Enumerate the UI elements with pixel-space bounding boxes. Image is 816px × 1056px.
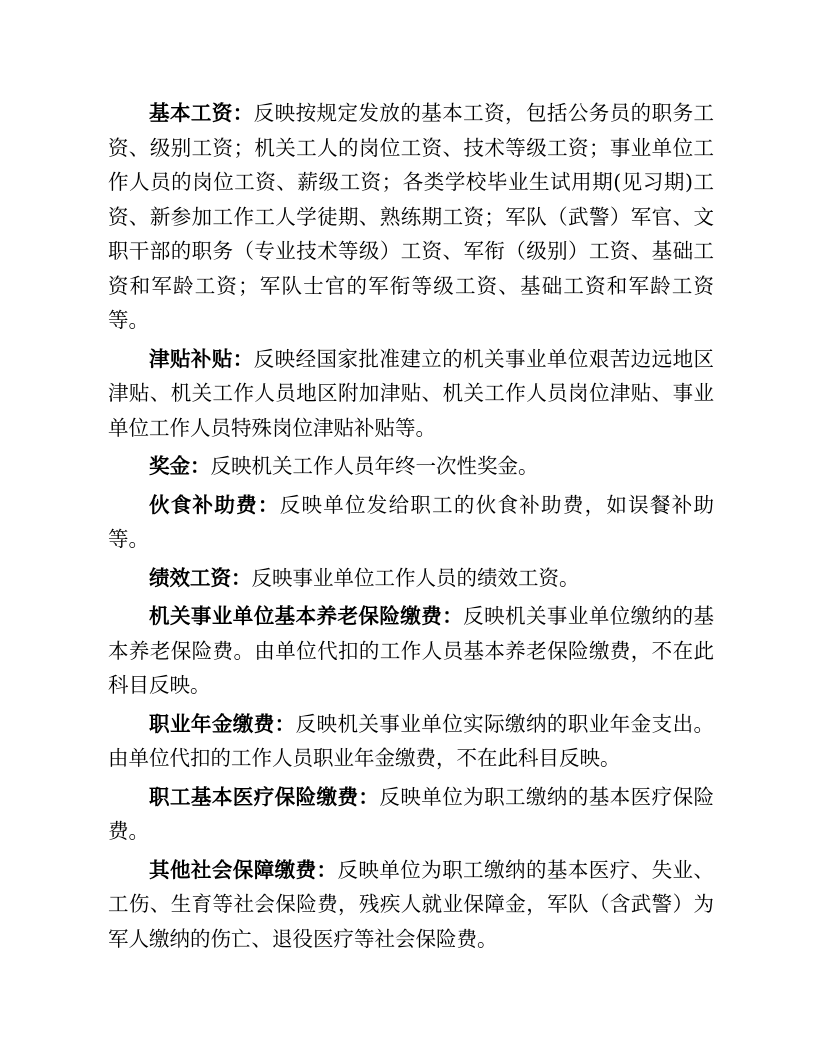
term-other-social-security: 其他社会保障缴费： bbox=[149, 857, 338, 882]
paragraph-basic-salary bbox=[108, 96, 714, 338]
term-basic-salary: 基本工资： bbox=[149, 101, 254, 125]
term-meal-subsidy: 伙食补助费： bbox=[149, 492, 280, 517]
term-occupational-annuity: 职业年金缴费： bbox=[149, 711, 296, 736]
paragraph-other-social-security bbox=[108, 853, 714, 957]
definition-allowances: 反映经国家批准建立的机关事业单位艰苦边远地区津贴、机关工作人员地区附加津贴、机关工作人员岗位津贴、事业单位工作人员特殊岗位津贴补贴等。 bbox=[108, 346, 715, 440]
definition-occupational-annuity: 反映机关事业单位实际缴纳的职业年金支出。由单位代扣的工作人员职业年金缴费，不在此科目反映。 bbox=[108, 711, 715, 770]
document-page bbox=[108, 96, 714, 960]
paragraph-allowances bbox=[108, 342, 714, 446]
term-bonus: 奖金： bbox=[149, 454, 211, 478]
paragraph-occupational-annuity bbox=[108, 707, 714, 776]
paragraph-meal-subsidy bbox=[108, 488, 714, 557]
paragraph-bonus bbox=[108, 449, 714, 484]
definition-medical-insurance: 反映单位为职工缴纳的基本医疗保险费。 bbox=[108, 784, 715, 843]
definition-pension-insurance: 反映机关事业单位缴纳的基本养老保险费。由单位代扣的工作人员基本养老保险缴费，不在此科目反映。 bbox=[108, 604, 715, 697]
term-allowances: 津贴补贴： bbox=[149, 346, 254, 371]
definition-meal-subsidy: 反映单位发给职工的伙食补助费，如误餐补助等。 bbox=[108, 492, 715, 551]
definition-other-social-security: 反映单位为职工缴纳的基本医疗、失业、工伤、生育等社会保险费，残疾人就业保障金，军队（含武警）为军人缴纳的伤亡、退役医疗等社会保险费。 bbox=[108, 857, 715, 951]
term-medical-insurance: 职工基本医疗保险缴费： bbox=[149, 784, 380, 809]
paragraph-pension-insurance bbox=[108, 599, 714, 703]
definition-bonus: 反映机关工作人员年终一次性奖金。 bbox=[210, 454, 539, 478]
term-performance-pay: 绩效工资： bbox=[149, 565, 252, 590]
definition-performance-pay: 反映事业单位工作人员的绩效工资。 bbox=[251, 565, 580, 590]
term-pension-insurance: 机关事业单位基本养老保险缴费： bbox=[149, 604, 464, 628]
paragraph-medical-insurance bbox=[108, 780, 714, 849]
paragraph-performance-pay bbox=[108, 561, 714, 596]
definition-basic-salary: 反映按规定发放的基本工资，包括公务员的职务工资、级别工资；机关工人的岗位工资、技术等级工资；事业单位工作人员的岗位工资、薪级工资；各类学校毕业生试用期(见习期)工资、新参加工作工人学徒期、熟练期工资；军队（武警）军官、文职干部的职务（专业技术等级）工资、军衔（级别）工资、基础工资和军龄工资；军队士官的军衔等级工资、基础工资和军龄工资等。 bbox=[108, 101, 715, 332]
